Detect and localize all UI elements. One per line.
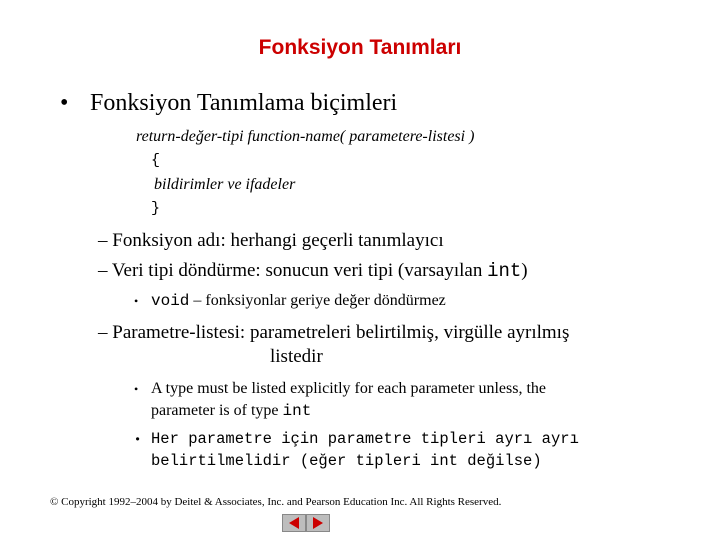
dash-item-parameter-list: – Parametre-listesi: parametreleri belirtilmiş, virgülle ayrılmış <box>98 322 570 343</box>
dash-item-parameter-list-cont: listedir <box>270 346 323 367</box>
sub-item-parameter-types <box>134 430 579 448</box>
return-type-text: – Veri tipi döndürme: sonucun veri tipi (varsayılan <box>98 260 488 281</box>
void-code: void <box>151 292 190 310</box>
dash-item-function-name: – Fonksiyon adı: herhangi geçerli tanımlayıcı <box>98 230 444 251</box>
type-listed-text: A type must be listed explicitly for each parameter unless, the <box>151 380 546 397</box>
dash-item-return-type <box>98 260 528 282</box>
previous-slide-button[interactable] <box>282 514 306 532</box>
type-listed-cont-text: parameter is of type <box>151 402 283 419</box>
bullet-glyph: • <box>60 90 69 116</box>
parameter-types-text: Her parametre için parametre tipleri ayrı ayrı <box>151 430 579 448</box>
copyright-notice: © Copyright 1992–2004 by Deitel & Associates, Inc. and Pearson Education Inc. All Rights Reserved. <box>50 496 502 508</box>
sub-item-void <box>134 292 446 310</box>
sub-item-type-listed <box>134 380 546 398</box>
function-body-text: bildirimler ve ifadeler <box>154 176 296 193</box>
bullet-definition-forms <box>60 90 397 117</box>
type-listed-code: int <box>282 402 312 420</box>
function-signature: return-değer-tipi function-name( parametere-listesi ) <box>136 128 475 145</box>
triangle-left-icon <box>287 516 301 530</box>
bullet-text: Fonksiyon Tanımlama biçimleri <box>90 90 398 116</box>
sub-item-parameter-types-cont: belirtilmelidir (eğer tipleri int değilse) <box>151 452 542 470</box>
close-brace: } <box>151 200 161 217</box>
return-type-code: int <box>487 260 522 282</box>
slide-title: Fonksiyon Tanımları <box>258 36 462 59</box>
sub-item-type-listed-cont <box>151 402 311 420</box>
triangle-right-icon <box>311 516 325 530</box>
sub-bullet-glyph: • <box>134 382 139 396</box>
return-type-end: ) <box>521 260 528 281</box>
sub-bullet-glyph: • <box>134 433 142 447</box>
open-brace: { <box>151 152 161 169</box>
sub-bullet-glyph: • <box>134 294 139 308</box>
void-text: – fonksiyonlar geriye değer döndürmez <box>189 292 446 309</box>
next-slide-button[interactable] <box>306 514 330 532</box>
